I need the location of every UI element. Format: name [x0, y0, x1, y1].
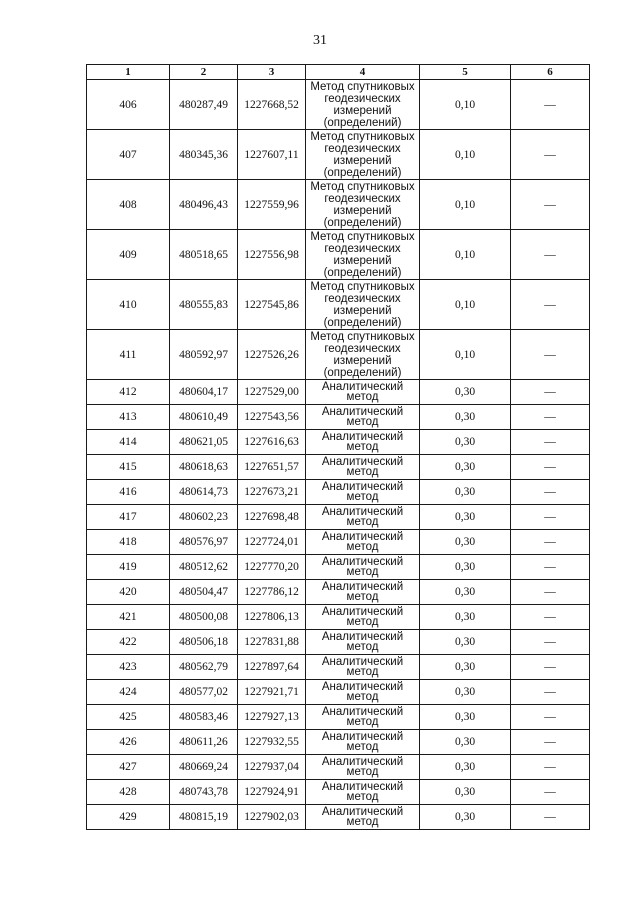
- method-cell: Аналитический метод: [306, 430, 420, 455]
- table-row: [87, 405, 590, 430]
- x-coordinate-cell: 480506,18: [170, 630, 238, 655]
- point-number-cell: 428: [87, 780, 170, 805]
- method-cell: Метод спутниковых геодезических измерений (определений): [306, 330, 420, 380]
- accuracy-cell: 0,30: [420, 405, 511, 430]
- x-coordinate-cell: 480815,19: [170, 805, 238, 830]
- note-cell: —: [511, 680, 590, 705]
- table-row: [87, 280, 590, 330]
- note-cell: —: [511, 405, 590, 430]
- header-row: [87, 65, 590, 80]
- accuracy-cell: 0,30: [420, 655, 511, 680]
- point-number-cell: 422: [87, 630, 170, 655]
- table-row: [87, 705, 590, 730]
- method-cell: Аналитический метод: [306, 755, 420, 780]
- accuracy-cell: 0,10: [420, 280, 511, 330]
- point-number-cell: 426: [87, 730, 170, 755]
- table-row: [87, 655, 590, 680]
- point-number-cell: 415: [87, 455, 170, 480]
- y-coordinate-cell: 1227786,12: [238, 580, 306, 605]
- point-number-cell: 429: [87, 805, 170, 830]
- method-cell: Аналитический метод: [306, 680, 420, 705]
- x-coordinate-cell: 480577,02: [170, 680, 238, 705]
- note-cell: —: [511, 755, 590, 780]
- accuracy-cell: 0,30: [420, 780, 511, 805]
- x-coordinate-cell: 480621,05: [170, 430, 238, 455]
- x-coordinate-cell: 480618,63: [170, 455, 238, 480]
- x-coordinate-cell: 480512,62: [170, 555, 238, 580]
- column-header: 6: [511, 65, 590, 80]
- method-cell: Аналитический метод: [306, 530, 420, 555]
- y-coordinate-cell: 1227616,63: [238, 430, 306, 455]
- note-cell: —: [511, 130, 590, 180]
- method-cell: Аналитический метод: [306, 805, 420, 830]
- table-row: [87, 505, 590, 530]
- x-coordinate-cell: 480604,17: [170, 380, 238, 405]
- x-coordinate-cell: 480287,49: [170, 80, 238, 130]
- point-number-cell: 408: [87, 180, 170, 230]
- note-cell: —: [511, 730, 590, 755]
- table-row: [87, 580, 590, 605]
- x-coordinate-cell: 480669,24: [170, 755, 238, 780]
- table-row: [87, 455, 590, 480]
- method-cell: Аналитический метод: [306, 480, 420, 505]
- x-coordinate-cell: 480576,97: [170, 530, 238, 555]
- note-cell: —: [511, 430, 590, 455]
- y-coordinate-cell: 1227559,96: [238, 180, 306, 230]
- x-coordinate-cell: 480602,23: [170, 505, 238, 530]
- note-cell: —: [511, 230, 590, 280]
- method-cell: Метод спутниковых геодезических измерений (определений): [306, 230, 420, 280]
- point-number-cell: 411: [87, 330, 170, 380]
- method-cell: Аналитический метод: [306, 655, 420, 680]
- y-coordinate-cell: 1227806,13: [238, 605, 306, 630]
- y-coordinate-cell: 1227607,11: [238, 130, 306, 180]
- point-number-cell: 421: [87, 605, 170, 630]
- accuracy-cell: 0,30: [420, 505, 511, 530]
- x-coordinate-cell: 480518,65: [170, 230, 238, 280]
- table-body: [87, 80, 590, 830]
- accuracy-cell: 0,30: [420, 555, 511, 580]
- x-coordinate-cell: 480345,36: [170, 130, 238, 180]
- y-coordinate-cell: 1227937,04: [238, 755, 306, 780]
- method-cell: Аналитический метод: [306, 605, 420, 630]
- method-cell: Аналитический метод: [306, 505, 420, 530]
- table-row: [87, 555, 590, 580]
- x-coordinate-cell: 480743,78: [170, 780, 238, 805]
- point-number-cell: 423: [87, 655, 170, 680]
- accuracy-cell: 0,30: [420, 455, 511, 480]
- table-row: [87, 430, 590, 455]
- point-number-cell: 412: [87, 380, 170, 405]
- note-cell: —: [511, 505, 590, 530]
- method-cell: Метод спутниковых геодезических измерений (определений): [306, 180, 420, 230]
- point-number-cell: 427: [87, 755, 170, 780]
- method-cell: Аналитический метод: [306, 780, 420, 805]
- table-row: [87, 130, 590, 180]
- column-header: 1: [87, 65, 170, 80]
- point-number-cell: 416: [87, 480, 170, 505]
- y-coordinate-cell: 1227921,71: [238, 680, 306, 705]
- y-coordinate-cell: 1227651,57: [238, 455, 306, 480]
- column-header: 3: [238, 65, 306, 80]
- x-coordinate-cell: 480555,83: [170, 280, 238, 330]
- note-cell: —: [511, 380, 590, 405]
- method-cell: Аналитический метод: [306, 730, 420, 755]
- accuracy-cell: 0,30: [420, 730, 511, 755]
- method-cell: Метод спутниковых геодезических измерений (определений): [306, 130, 420, 180]
- point-number-cell: 425: [87, 705, 170, 730]
- note-cell: —: [511, 180, 590, 230]
- coordinates-table: [86, 64, 590, 830]
- x-coordinate-cell: 480592,97: [170, 330, 238, 380]
- y-coordinate-cell: 1227526,26: [238, 330, 306, 380]
- point-number-cell: 418: [87, 530, 170, 555]
- note-cell: —: [511, 530, 590, 555]
- point-number-cell: 410: [87, 280, 170, 330]
- y-coordinate-cell: 1227724,01: [238, 530, 306, 555]
- accuracy-cell: 0,30: [420, 805, 511, 830]
- table-row: [87, 230, 590, 280]
- table-row: [87, 730, 590, 755]
- x-coordinate-cell: 480504,47: [170, 580, 238, 605]
- table-row: [87, 380, 590, 405]
- y-coordinate-cell: 1227698,48: [238, 505, 306, 530]
- y-coordinate-cell: 1227927,13: [238, 705, 306, 730]
- table-row: [87, 605, 590, 630]
- point-number-cell: 406: [87, 80, 170, 130]
- y-coordinate-cell: 1227924,91: [238, 780, 306, 805]
- x-coordinate-cell: 480500,08: [170, 605, 238, 630]
- x-coordinate-cell: 480614,73: [170, 480, 238, 505]
- method-cell: Аналитический метод: [306, 380, 420, 405]
- method-cell: Аналитический метод: [306, 455, 420, 480]
- x-coordinate-cell: 480562,79: [170, 655, 238, 680]
- y-coordinate-cell: 1227897,64: [238, 655, 306, 680]
- method-cell: Метод спутниковых геодезических измерений (определений): [306, 80, 420, 130]
- note-cell: —: [511, 455, 590, 480]
- accuracy-cell: 0,30: [420, 530, 511, 555]
- column-header: 5: [420, 65, 511, 80]
- accuracy-cell: 0,30: [420, 430, 511, 455]
- note-cell: —: [511, 80, 590, 130]
- accuracy-cell: 0,30: [420, 755, 511, 780]
- accuracy-cell: 0,30: [420, 380, 511, 405]
- point-number-cell: 407: [87, 130, 170, 180]
- table-row: [87, 755, 590, 780]
- note-cell: —: [511, 555, 590, 580]
- note-cell: —: [511, 805, 590, 830]
- note-cell: —: [511, 330, 590, 380]
- note-cell: —: [511, 480, 590, 505]
- accuracy-cell: 0,30: [420, 630, 511, 655]
- point-number-cell: 414: [87, 430, 170, 455]
- table-row: [87, 805, 590, 830]
- table-row: [87, 180, 590, 230]
- table-row: [87, 780, 590, 805]
- y-coordinate-cell: 1227770,20: [238, 555, 306, 580]
- y-coordinate-cell: 1227556,98: [238, 230, 306, 280]
- y-coordinate-cell: 1227545,86: [238, 280, 306, 330]
- point-number-cell: 409: [87, 230, 170, 280]
- note-cell: —: [511, 605, 590, 630]
- accuracy-cell: 0,10: [420, 80, 511, 130]
- accuracy-cell: 0,10: [420, 130, 511, 180]
- note-cell: —: [511, 655, 590, 680]
- y-coordinate-cell: 1227529,00: [238, 380, 306, 405]
- x-coordinate-cell: 480611,26: [170, 730, 238, 755]
- point-number-cell: 420: [87, 580, 170, 605]
- point-number-cell: 417: [87, 505, 170, 530]
- accuracy-cell: 0,30: [420, 480, 511, 505]
- table-row: [87, 680, 590, 705]
- point-number-cell: 424: [87, 680, 170, 705]
- y-coordinate-cell: 1227543,56: [238, 405, 306, 430]
- method-cell: Аналитический метод: [306, 630, 420, 655]
- method-cell: Аналитический метод: [306, 405, 420, 430]
- accuracy-cell: 0,30: [420, 680, 511, 705]
- note-cell: —: [511, 780, 590, 805]
- table-row: [87, 80, 590, 130]
- x-coordinate-cell: 480583,46: [170, 705, 238, 730]
- y-coordinate-cell: 1227668,52: [238, 80, 306, 130]
- table-row: [87, 330, 590, 380]
- accuracy-cell: 0,10: [420, 180, 511, 230]
- accuracy-cell: 0,10: [420, 330, 511, 380]
- table-row: [87, 630, 590, 655]
- y-coordinate-cell: 1227673,21: [238, 480, 306, 505]
- column-header: 4: [306, 65, 420, 80]
- point-number-cell: 419: [87, 555, 170, 580]
- method-cell: Аналитический метод: [306, 705, 420, 730]
- method-cell: Метод спутниковых геодезических измерений (определений): [306, 280, 420, 330]
- y-coordinate-cell: 1227831,88: [238, 630, 306, 655]
- accuracy-cell: 0,30: [420, 580, 511, 605]
- note-cell: —: [511, 705, 590, 730]
- accuracy-cell: 0,30: [420, 705, 511, 730]
- note-cell: —: [511, 580, 590, 605]
- note-cell: —: [511, 630, 590, 655]
- x-coordinate-cell: 480610,49: [170, 405, 238, 430]
- y-coordinate-cell: 1227902,03: [238, 805, 306, 830]
- accuracy-cell: 0,30: [420, 605, 511, 630]
- table-row: [87, 480, 590, 505]
- method-cell: Аналитический метод: [306, 580, 420, 605]
- column-header: 2: [170, 65, 238, 80]
- note-cell: —: [511, 280, 590, 330]
- method-cell: Аналитический метод: [306, 555, 420, 580]
- page-number: 31: [313, 33, 327, 48]
- table-row: [87, 530, 590, 555]
- x-coordinate-cell: 480496,43: [170, 180, 238, 230]
- point-number-cell: 413: [87, 405, 170, 430]
- accuracy-cell: 0,10: [420, 230, 511, 280]
- y-coordinate-cell: 1227932,55: [238, 730, 306, 755]
